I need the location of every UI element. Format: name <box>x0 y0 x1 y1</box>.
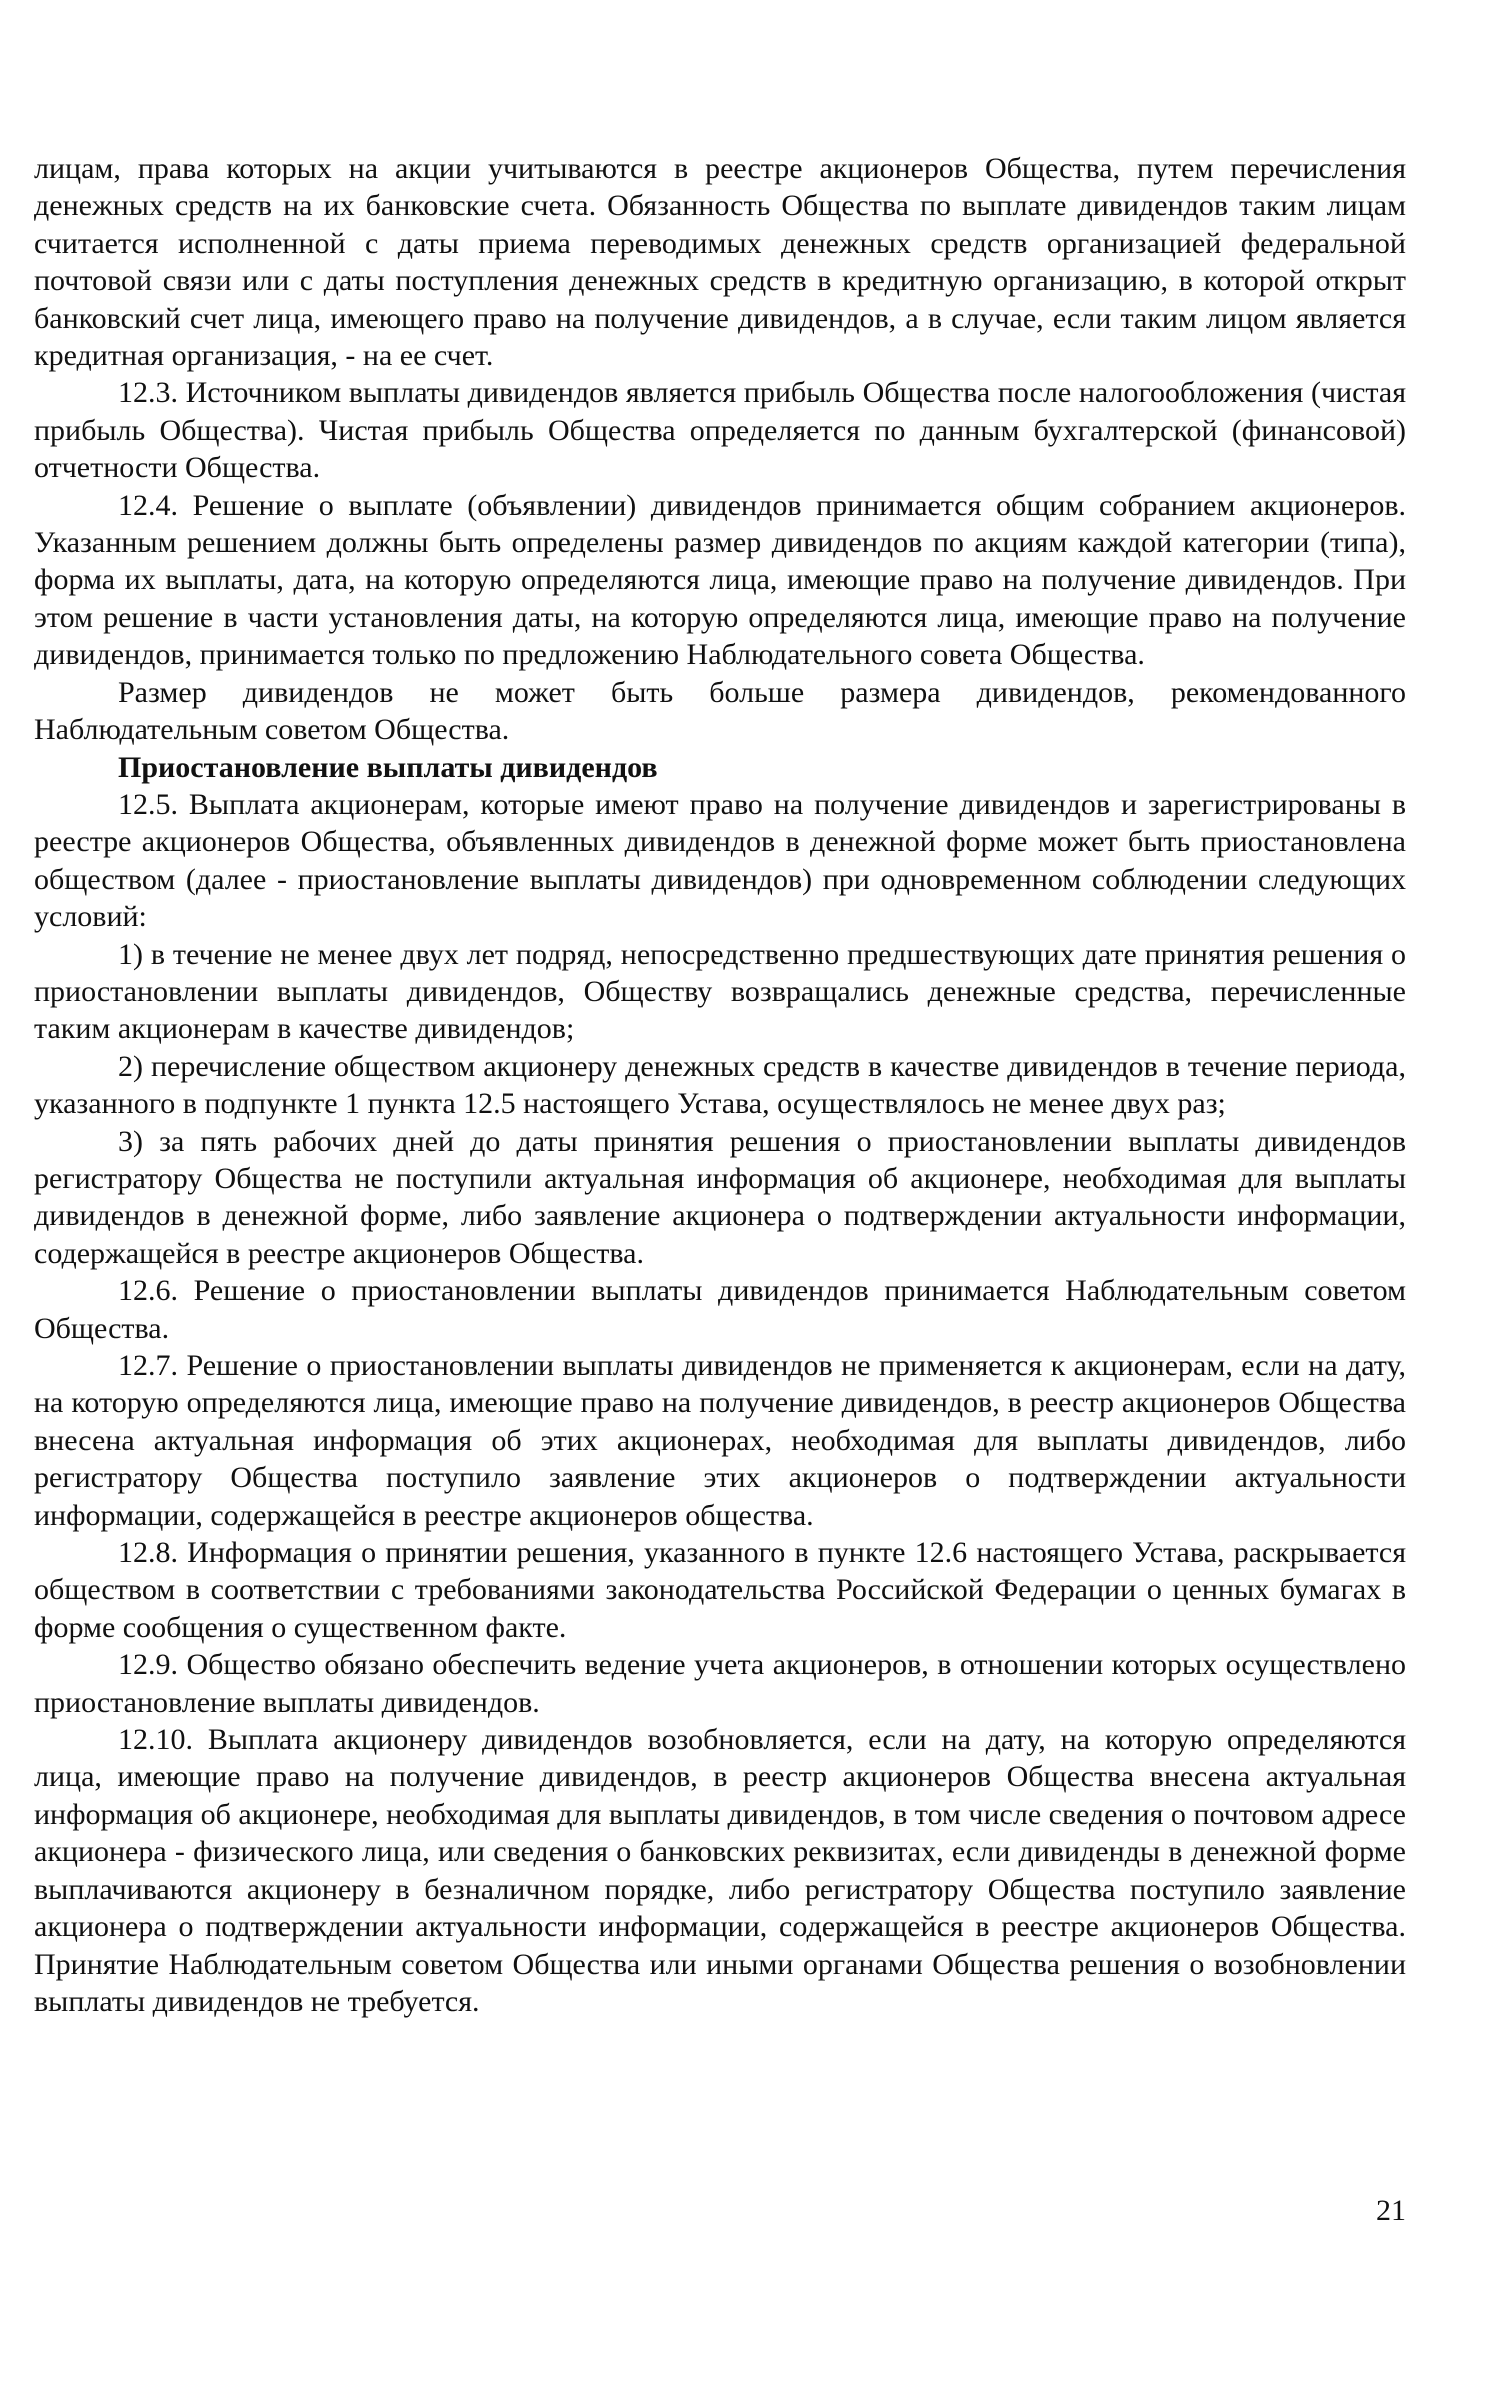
paragraph-dividend-size: Размер дивидендов не может быть больше размера дивидендов, рекомендованного Наблюдательным советом Общества. <box>34 675 1406 747</box>
paragraph-12-9: 12.9. Общество обязано обеспечить ведение учета акционеров, в отношении которых осуществлено приостановление выплаты дивидендов. <box>34 1648 1406 1719</box>
condition-1: 1) в течение не менее двух лет подряд, непосредственно предшествующих дате принятия решения о приостановлении выплаты дивидендов, Обществу возвращались денежные средства, перечисленные таким акционерам в качестве дивидендов; <box>34 937 1406 1046</box>
paragraph-12-5: 12.5. Выплата акционерам, которые имеют право на получение дивидендов и зарегистрированы в реестре акционеров Общества, объявленных дивидендов в денежной форме может быть приостановлена обществом (далее - приостановление выплаты дивидендов) при одновременном соблюдении следующих условий: <box>34 787 1406 934</box>
paragraph-12-6: 12.6. Решение о приостановлении выплаты дивидендов принимается Наблюдательным советом Общества. <box>34 1274 1406 1345</box>
paragraph-continuation: лицам, права которых на акции учитываются в реестре акционеров Общества, путем перечисления денежных средств на их банковские счета. Обязанность Общества по выплате дивидендов таким лицам считается исполненной с даты приема переводимых денежных средств организацией федеральной почтовой связи или с даты поступления денежных средств в кредитную организацию, в которой открыт банковский счет лица, имеющего право на получение дивидендов, а в случае, если таким лицом является кредитная организация, - на ее счет. <box>34 152 1406 373</box>
page-number: 21 <box>1376 2194 1406 2227</box>
paragraph-12-4: 12.4. Решение о выплате (объявлении) дивидендов принимается общим собранием акционеров. Указанным решением должны быть определены размер дивидендов по акциям каждой категории (типа), форма их выплаты, дата, на которую определяются лица, имеющие право на получение дивидендов. При этом решение в части установления даты, на которую определяются лица, имеющие право на получение дивидендов, принимается только по предложению Наблюдательного совета Общества. <box>34 488 1406 672</box>
paragraph-12-10: 12.10. Выплата акционеру дивидендов возобновляется, если на дату, на которую определяются лица, имеющие право на получение дивидендов, в реестр акционеров Общества внесена актуальная информация об акционере, необходимая для выплаты дивидендов, в том числе сведения о почтовом адресе акционера - физического лица, или сведения о банковских реквизитах, если дивиденды в денежной форме выплачиваются акционеру в безналичном порядке, либо регистратору Общества поступило заявление акционера о подтверждении актуальности информации, содержащейся в реестре акционеров Общества. Принятие Наблюдательным советом Общества или иными органами Общества решения о возобновлении выплаты дивидендов не требуется. <box>34 1723 1406 2018</box>
paragraph-12-8: 12.8. Информация о принятии решения, указанного в пункте 12.6 настоящего Устава, раскрывается обществом в соответствии с требованиями законодательства Российской Федерации о ценных бумагах в форме сообщения о существенном факте. <box>34 1536 1406 1644</box>
section-heading: Приостановление выплаты дивидендов <box>118 750 658 784</box>
condition-3: 3) за пять рабочих дней до даты принятия решения о приостановлении выплаты дивидендов регистратору Общества не поступили актуальная информация об акционере, необходимая для выплаты дивидендов в денежной форме, либо заявление акционера о подтверждении актуальности информации, содержащейся в реестре акционеров Общества. <box>34 1124 1406 1270</box>
document-page <box>34 150 1406 2020</box>
paragraph-12-7: 12.7. Решение о приостановлении выплаты дивидендов не применяется к акционерам, если на дату, на которую определяются лица, имеющие право на получение дивидендов, в реестр акционеров Общества внесена актуальная информация об этих акционерах, необходимая для выплаты дивидендов, либо регистратору Общества поступило заявление этих акционеров о подтверждении актуальности информации, содержащейся в реестре акционеров общества. <box>34 1349 1406 1532</box>
condition-2: 2) перечисление обществом акционеру денежных средств в качестве дивидендов в течение периода, указанного в подпункте 1 пункта 12.5 настоящего Устава, осуществлялось не менее двух раз; <box>34 1049 1406 1121</box>
paragraph-12-3: 12.3. Источником выплаты дивидендов является прибыль Общества после налогообложения (чистая прибыль Общества). Чистая прибыль Общества определяется по данным бухгалтерской (финансовой) отчетности Общества. <box>34 376 1406 485</box>
